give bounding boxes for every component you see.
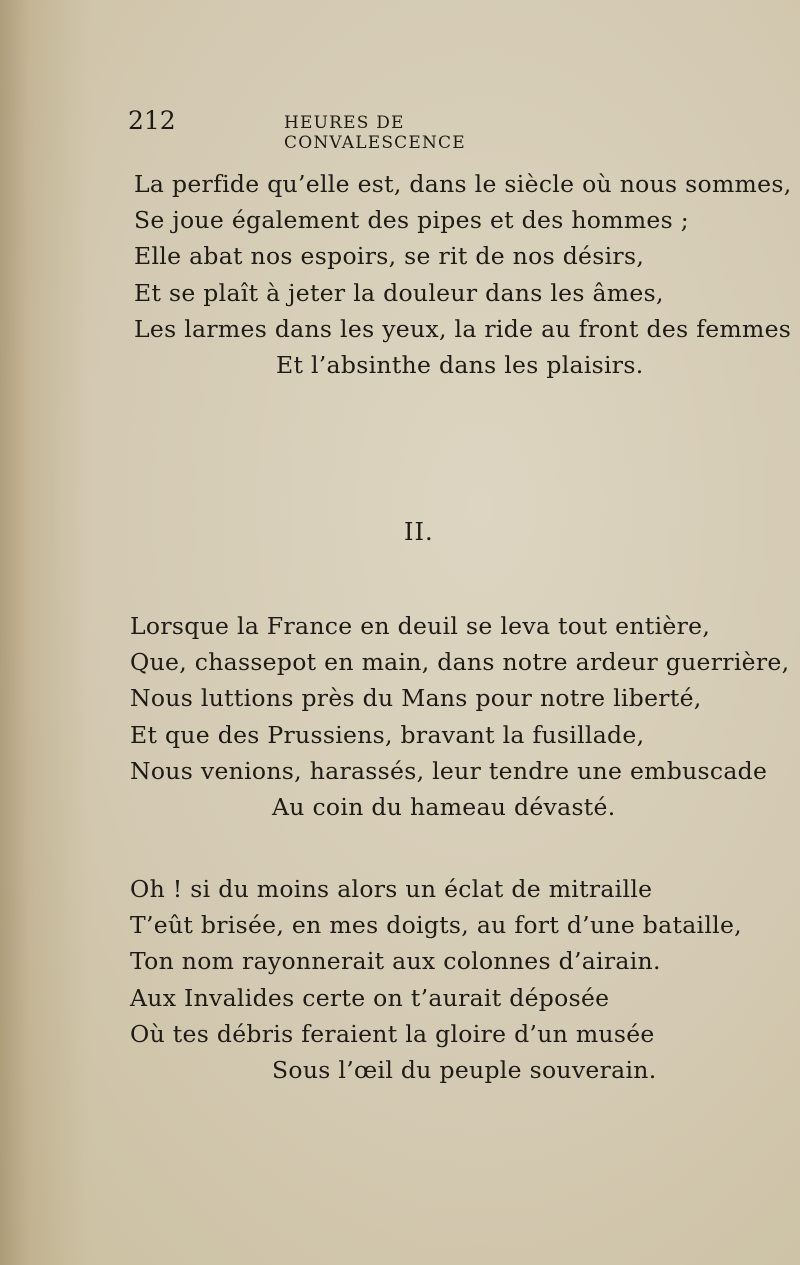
verse-line: Ton nom rayonnerait aux colonnes d’airain. <box>130 947 661 976</box>
verse-line: Que, chassepot en main, dans notre ardeur guerrière, <box>130 648 790 677</box>
stanza-3 <box>130 871 770 1088</box>
verse-line: Elle abat nos espoirs, se rit de nos désirs, <box>134 242 645 271</box>
verse-line: Aux Invalides certe on t’aurait déposée <box>130 983 610 1012</box>
verse-line: La perfide qu’elle est, dans le siècle où nous sommes, <box>134 170 792 198</box>
verse-line: T’eût brisée, en mes doigts, au fort d’une bataille, <box>130 911 742 940</box>
verse-line: Lorsque la France en deuil se leva tout entière, <box>130 612 711 640</box>
stanza-2 <box>130 608 790 825</box>
running-head: HEURES DE CONVALESCENCE <box>284 113 466 153</box>
verse-line: Où tes débris feraient la gloire d’un musée <box>130 1019 655 1048</box>
verse-line: Nous luttions près du Mans pour notre liberté, <box>130 684 702 713</box>
section-number: II. <box>404 518 434 546</box>
verse-line-indented: Et l’absinthe dans les plaisirs. <box>276 350 644 379</box>
verse-line-indented: Sous l’œil du peuple souverain. <box>272 1055 657 1084</box>
page-number: 212 <box>128 106 176 135</box>
verse-line: Et se plaît à jeter la douleur dans les âmes, <box>134 278 664 307</box>
verse-line: Nous venions, harassés, leur tendre une embuscade <box>130 756 768 785</box>
page-header <box>128 106 588 153</box>
stanza-1 <box>134 166 792 383</box>
verse-line: Les larmes dans les yeux, la ride au front des femmes <box>134 314 792 343</box>
verse-line-indented: Au coin du hameau dévasté. <box>272 792 616 821</box>
verse-line: Oh ! si du moins alors un éclat de mitraille <box>130 875 653 903</box>
verse-line: Et que des Prussiens, bravant la fusillade, <box>130 720 645 749</box>
verse-line: Se joue également des pipes et des hommes ; <box>134 206 689 235</box>
